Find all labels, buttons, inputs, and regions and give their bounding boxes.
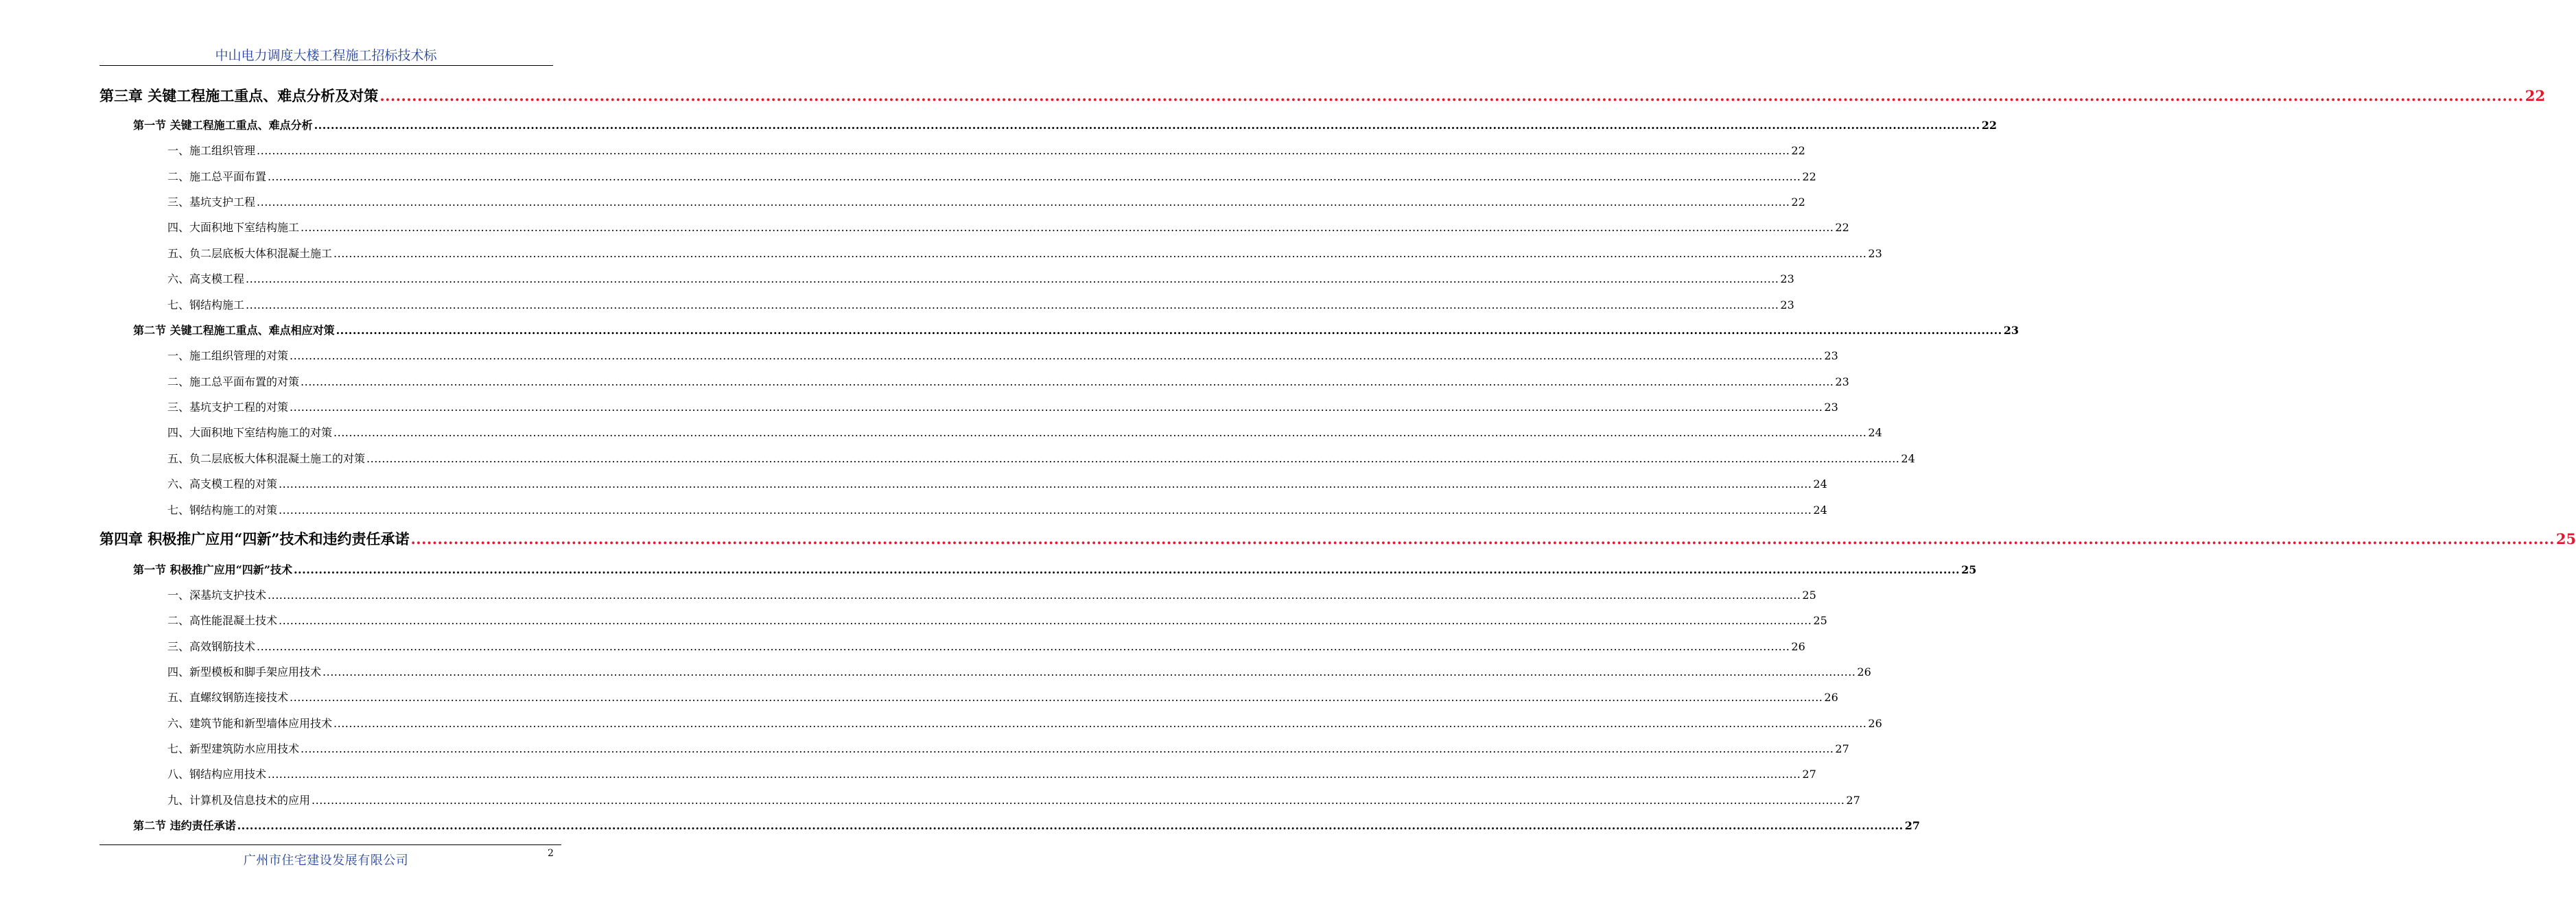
toc-page-number: 27 — [1835, 742, 1849, 755]
toc-entry-label: 七、新型建筑防水应用技术 — [167, 742, 300, 755]
toc-item-entry[interactable] — [167, 587, 1816, 603]
toc-item-entry[interactable] — [167, 373, 1849, 390]
toc-entry-label: 二、施工总平面布置的对策 — [167, 375, 300, 388]
toc-dot-leader: ................................................................................................................................................................................................................................................................................................................................................................................................................ — [333, 717, 1867, 730]
toc-dot-leader: ................................................................................................................................................................................................................................................................................................................................................................................................................ — [290, 349, 1823, 362]
toc-entry-label: 八、钢结构应用技术 — [167, 768, 267, 781]
toc-dot-leader: ................................................................................................................................................................................................................................................................................................................................................................................................................ — [410, 530, 2555, 547]
toc-dot-leader: ................................................................................................................................................................................................................................................................................................................................................................................................................ — [290, 691, 1823, 704]
page-number: 2 — [548, 848, 554, 859]
toc-item-entry[interactable] — [167, 270, 1794, 287]
toc-item-entry[interactable] — [167, 168, 1816, 185]
toc-entry-label: 五、直螺纹钢筋连接技术 — [167, 691, 289, 704]
toc-entry-label: 四、大面积地下室结构施工 — [167, 221, 300, 234]
toc-dot-leader: ................................................................................................................................................................................................................................................................................................................................................................................................................ — [301, 375, 1834, 388]
toc-page-number: 22 — [1802, 170, 1816, 183]
toc-page-number: 22 — [1791, 144, 1805, 157]
toc-chapter-entry[interactable] — [99, 85, 2545, 107]
toc-page-number: 22 — [2525, 87, 2545, 104]
toc-dot-leader: ................................................................................................................................................................................................................................................................................................................................................................................................................ — [246, 298, 1779, 311]
toc-item-entry[interactable] — [167, 689, 1838, 705]
toc-item-entry[interactable] — [167, 663, 1871, 680]
toc-item-entry[interactable] — [167, 245, 1882, 261]
toc-dot-leader: ................................................................................................................................................................................................................................................................................................................................................................................................................ — [257, 196, 1790, 209]
toc-item-entry[interactable] — [167, 766, 1816, 782]
toc-dot-leader: ................................................................................................................................................................................................................................................................................................................................................................................................................ — [246, 272, 1779, 285]
toc-page-number: 25 — [1961, 563, 1977, 576]
toc-entry-label: 七、钢结构施工 — [167, 298, 245, 311]
toc-entry-label: 第二节 关键工程施工重点、难点相应对策 — [133, 324, 335, 337]
toc-entry-label: 一、施工组织管理 — [167, 144, 256, 157]
toc-page-number: 26 — [1824, 691, 1838, 704]
toc-dot-leader: ................................................................................................................................................................................................................................................................................................................................................................................................................ — [268, 768, 1801, 781]
toc-entry-label: 九、计算机及信息技术的应用 — [167, 794, 311, 807]
toc-item-entry[interactable] — [167, 638, 1805, 654]
toc-item-entry[interactable] — [167, 399, 1838, 415]
toc-item-entry[interactable] — [167, 501, 1827, 518]
toc-page-number: 25 — [1802, 589, 1816, 602]
toc-entry-label: 七、钢结构施工的对策 — [167, 504, 278, 517]
toc-page-number: 25 — [1813, 614, 1827, 627]
footer-company-name: 广州市住宅建设发展有限公司 — [243, 853, 409, 868]
toc-entry-label: 五、负二层底板大体积混凝土施工 — [167, 247, 333, 260]
toc-dot-leader: ................................................................................................................................................................................................................................................................................................................................................................................................................ — [314, 119, 1980, 132]
toc-dot-leader: ................................................................................................................................................................................................................................................................................................................................................................................................................ — [323, 665, 1856, 678]
toc-entry-label: 六、高支模工程的对策 — [167, 477, 278, 490]
toc-entry-label: 一、深基坑支护技术 — [167, 589, 267, 602]
toc-dot-leader: ................................................................................................................................................................................................................................................................................................................................................................................................................ — [333, 426, 1867, 439]
toc-entry-label: 第二节 违约责任承诺 — [133, 819, 236, 832]
toc-dot-leader: ................................................................................................................................................................................................................................................................................................................................................................................................................ — [279, 614, 1812, 627]
toc-entry-label: 第四章 积极推广应用“四新”技术和违约责任承诺 — [99, 530, 410, 547]
toc-dot-leader: ................................................................................................................................................................................................................................................................................................................................................................................................................ — [279, 477, 1812, 490]
toc-item-entry[interactable] — [167, 475, 1827, 492]
toc-page-number: 22 — [1981, 119, 1997, 132]
toc-page-number: 24 — [1901, 452, 1915, 465]
toc-section-entry[interactable] — [133, 561, 1977, 578]
toc-dot-leader: ................................................................................................................................................................................................................................................................................................................................................................................................................ — [290, 401, 1823, 414]
toc-page-number: 23 — [1868, 247, 1882, 260]
toc-dot-leader: ................................................................................................................................................................................................................................................................................................................................................................................................................ — [312, 794, 1845, 807]
toc-dot-leader: ................................................................................................................................................................................................................................................................................................................................................................................................................ — [301, 742, 1834, 755]
toc-entry-label: 六、建筑节能和新型墙体应用技术 — [167, 717, 333, 730]
toc-item-entry[interactable] — [167, 219, 1849, 235]
toc-page-number: 23 — [1824, 401, 1838, 414]
toc-entry-label: 四、新型模板和脚手架应用技术 — [167, 665, 322, 678]
toc-dot-leader: ................................................................................................................................................................................................................................................................................................................................................................................................................ — [336, 324, 2002, 337]
toc-entry-label: 三、基坑支护工程 — [167, 196, 256, 209]
toc-item-entry[interactable] — [167, 740, 1849, 757]
toc-page-number: 23 — [1835, 375, 1849, 388]
toc-item-entry[interactable] — [167, 450, 1915, 466]
toc-dot-leader: ................................................................................................................................................................................................................................................................................................................................................................................................................ — [257, 640, 1790, 653]
toc-page-number: 24 — [1813, 504, 1827, 517]
toc-section-entry[interactable] — [133, 322, 2019, 338]
toc-item-entry[interactable] — [167, 715, 1882, 731]
footer-rule — [99, 844, 561, 845]
toc-dot-leader: ................................................................................................................................................................................................................................................................................................................................................................................................................ — [333, 247, 1867, 260]
toc-page-number: 22 — [1835, 221, 1849, 234]
toc-entry-label: 三、高效钢筋技术 — [167, 640, 256, 653]
toc-entry-label: 二、施工总平面布置 — [167, 170, 267, 183]
toc-item-entry[interactable] — [167, 193, 1805, 210]
toc-page-number: 23 — [1824, 349, 1838, 362]
toc-page-number: 27 — [1904, 819, 1920, 832]
toc-dot-leader: ................................................................................................................................................................................................................................................................................................................................................................................................................ — [366, 452, 1900, 465]
toc-entry-label: 第一节 积极推广应用“四新”技术 — [133, 563, 292, 576]
toc-item-entry[interactable] — [167, 142, 1805, 158]
toc-dot-leader: ................................................................................................................................................................................................................................................................................................................................................................................................................ — [301, 221, 1834, 234]
toc-page-number: 23 — [2003, 324, 2019, 337]
toc-page-number: 22 — [1791, 196, 1805, 209]
toc-entry-label: 二、高性能混凝土技术 — [167, 614, 278, 627]
toc-entry-label: 六、高支模工程 — [167, 272, 245, 285]
toc-dot-leader: ................................................................................................................................................................................................................................................................................................................................................................................................................ — [257, 144, 1790, 157]
toc-page-number: 23 — [1780, 272, 1794, 285]
toc-item-entry[interactable] — [167, 424, 1882, 440]
toc-page-number: 26 — [1857, 665, 1871, 678]
toc-section-entry[interactable] — [133, 117, 1997, 133]
toc-dot-leader: ................................................................................................................................................................................................................................................................................................................................................................................................................ — [379, 87, 2524, 104]
page-header-title: 中山电力调度大楼工程施工招标技术标 — [215, 48, 437, 63]
toc-entry-label: 第三章 关键工程施工重点、难点分析及对策 — [99, 87, 379, 104]
toc-dot-leader: ................................................................................................................................................................................................................................................................................................................................................................................................................ — [293, 563, 1960, 576]
toc-entry-label: 五、负二层底板大体积混凝土施工的对策 — [167, 452, 366, 465]
toc-item-entry[interactable] — [167, 612, 1827, 628]
toc-item-entry[interactable] — [167, 792, 1860, 808]
toc-section-entry[interactable] — [133, 817, 1920, 834]
toc-chapter-entry[interactable] — [99, 528, 2576, 550]
toc-page-number: 27 — [1802, 768, 1816, 781]
toc-dot-leader: ................................................................................................................................................................................................................................................................................................................................................................................................................ — [268, 170, 1801, 183]
toc-entry-label: 四、大面积地下室结构施工的对策 — [167, 426, 333, 439]
toc-page-number: 24 — [1868, 426, 1882, 439]
toc-page-number: 24 — [1813, 477, 1827, 490]
toc-dot-leader: ................................................................................................................................................................................................................................................................................................................................................................................................................ — [237, 819, 1904, 832]
toc-page-number: 26 — [1868, 717, 1882, 730]
toc-item-entry[interactable] — [167, 296, 1794, 313]
toc-page-number: 27 — [1846, 794, 1860, 807]
toc-entry-label: 一、施工组织管理的对策 — [167, 349, 289, 362]
toc-page-number: 23 — [1780, 298, 1794, 311]
toc-dot-leader: ................................................................................................................................................................................................................................................................................................................................................................................................................ — [279, 504, 1812, 517]
toc-dot-leader: ................................................................................................................................................................................................................................................................................................................................................................................................................ — [268, 589, 1801, 602]
toc-entry-label: 第一节 关键工程施工重点、难点分析 — [133, 119, 313, 132]
toc-item-entry[interactable] — [167, 347, 1838, 364]
toc-page-number: 25 — [2555, 530, 2576, 547]
toc-entry-label: 三、基坑支护工程的对策 — [167, 401, 289, 414]
toc-page-number: 26 — [1791, 640, 1805, 653]
